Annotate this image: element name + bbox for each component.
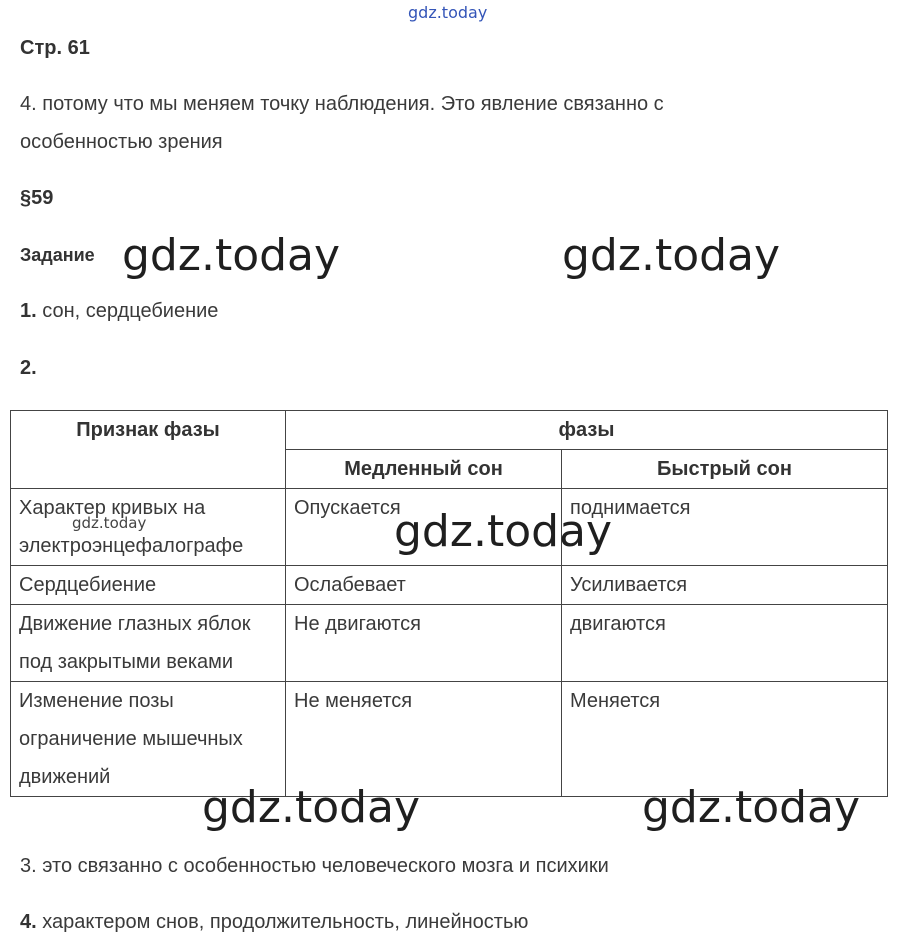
row-fast: поднимается: [562, 489, 888, 566]
row-feature: [11, 489, 286, 566]
item-1: [20, 299, 218, 323]
answer-4-line-2: особенностью зрения: [20, 131, 223, 153]
header-fast-sleep: Быстрый сон: [562, 450, 888, 489]
item-1-number: 1.: [20, 300, 37, 322]
row-feature-line: под закрытыми веками: [19, 651, 234, 673]
item-4-number: 4.: [20, 911, 37, 933]
table-row: [11, 566, 888, 605]
watermark-small: gdz.today: [72, 514, 147, 532]
watermark-4: gdz.today: [202, 782, 421, 833]
task-label: Задание: [20, 245, 95, 265]
header-phases: фазы: [286, 411, 888, 450]
item-3: 3. это связанно с особенностью человеческого мозга и психики: [20, 855, 609, 877]
page-label: Стр. 61: [20, 37, 90, 59]
row-feature-line: Характер кривых на: [19, 497, 206, 519]
row-fast: Меняется: [562, 682, 888, 797]
row-fast: Усиливается: [562, 566, 888, 605]
table-header-row: [11, 411, 888, 450]
header-slow-sleep: Медленный сон: [286, 450, 562, 489]
row-slow: Не меняется: [286, 682, 562, 797]
row-feature: Сердцебиение: [11, 566, 286, 605]
item-4: [20, 910, 528, 934]
item-2-number: 2.: [20, 357, 37, 379]
row-slow: Опускается: [286, 489, 562, 566]
row-feature-line: движений: [19, 766, 111, 788]
table-row: [11, 682, 888, 797]
section-heading: §59: [20, 187, 54, 209]
row-feature-line: Движение глазных яблок: [19, 613, 251, 635]
item-4-text: характером снов, продолжительность, линейностью: [42, 911, 529, 933]
row-feature: [11, 605, 286, 682]
row-feature-line: электроэнцефалографе: [19, 535, 244, 557]
table-row: [11, 605, 888, 682]
item-1-text: сон, сердцебиение: [42, 300, 219, 322]
row-fast: двигаются: [562, 605, 888, 682]
sleep-phases-table: [10, 410, 888, 797]
row-slow: Не двигаются: [286, 605, 562, 682]
watermark-3: gdz.today: [394, 506, 613, 557]
row-slow: Ослабевает: [286, 566, 562, 605]
watermark-5: gdz.today: [642, 782, 861, 833]
watermark-top: gdz.today: [408, 3, 488, 22]
watermark-2: gdz.today: [562, 230, 781, 281]
row-feature: [11, 682, 286, 797]
row-feature-line: ограничение мышечных: [19, 728, 243, 750]
header-feature: Признак фазы: [11, 411, 286, 489]
watermark-1: gdz.today: [122, 230, 341, 281]
answer-4-line-1: 4. потому что мы меняем точку наблюдения. Это явление связанно с: [20, 93, 664, 115]
row-feature-line: Изменение позы: [19, 690, 174, 712]
